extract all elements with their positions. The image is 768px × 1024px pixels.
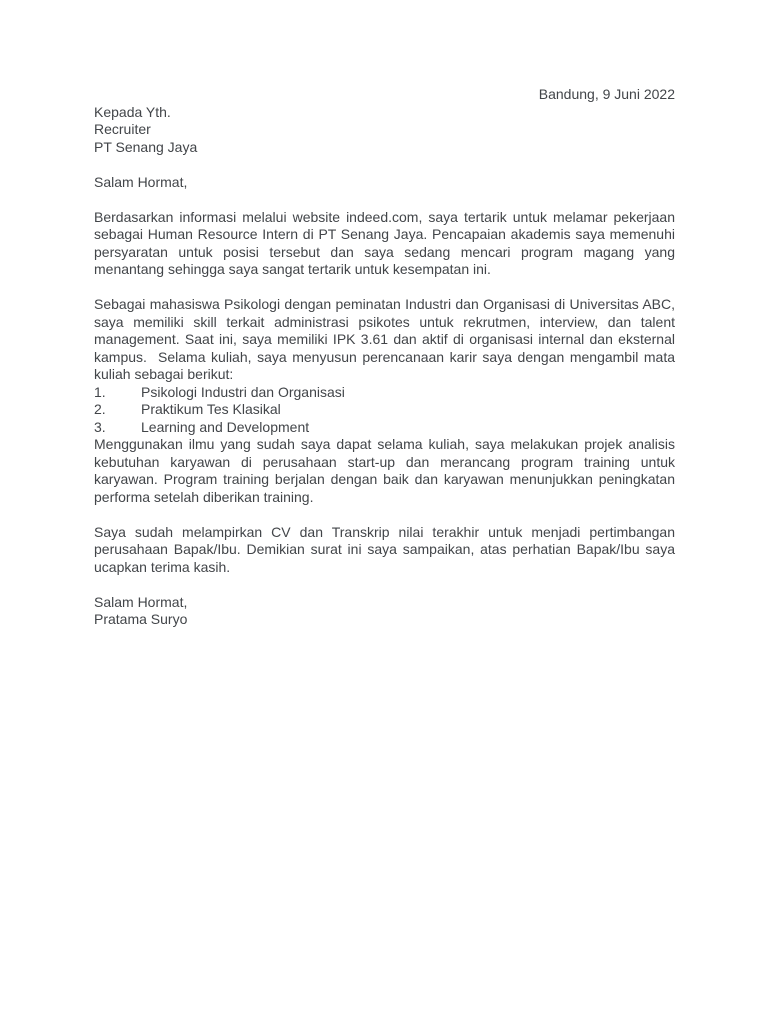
closing-block bbox=[94, 594, 675, 629]
paragraph-closing: Saya sudah melampirkan CV dan Transkrip nilai terakhir untuk menjadi pertimbangan perusahaan Bapak/Ibu. Demikian surat ini saya sampaikan, atas perhatian Bapak/Ibu saya ucapkan terima kasih. bbox=[94, 523, 675, 575]
list-item-number: 3. bbox=[94, 418, 106, 435]
list-item-number: 1. bbox=[94, 383, 106, 400]
letter-content bbox=[94, 86, 675, 629]
list-item-label: Psikologi Industri dan Organisasi bbox=[141, 383, 345, 400]
recipient-line-kepada-yth: Kepada Yth. bbox=[94, 103, 171, 120]
paragraph-qualifications: Sebagai mahasiswa Psikologi dengan peminatan Industri dan Organisasi di Universitas ABC, saya memiliki skill terkait administrasi psikotes untuk rekrutmen, interview, dan talent management. Saat ini, saya memiliki IPK 3.61 dan aktif di organisasi internal dan eksternal kampus. Selama kuliah, saya menyusun perencanaan karir saya dengan mengambil mata kuliah sebagai berikut: bbox=[94, 296, 675, 382]
recipient-line-role: Recruiter bbox=[94, 121, 151, 137]
paragraph-introduction: Berdasarkan informasi melalui website indeed.com, saya tertarik untuk melamar pekerjaan sebagai Human Resource Intern di PT Senang Jaya. Pencapaian akademis saya memenuhi persyaratan untuk posisi tersebut dan saya sedang mencari program magang yang menantang sehingga saya sangat tertarik untuk kesempatan ini. bbox=[94, 208, 675, 277]
list-item-label: Praktikum Tes Klasikal bbox=[141, 401, 281, 417]
list-item-label: Learning and Development bbox=[141, 418, 310, 435]
course-list bbox=[94, 384, 675, 437]
signature-name: Pratama Suryo bbox=[94, 611, 188, 627]
date-line: Bandung, 9 Juni 2022 bbox=[538, 86, 675, 102]
paragraph-project-experience: Menggunakan ilmu yang sudah saya dapat selama kuliah, saya melakukan projek analisis kebutuhan karyawan di perusahaan start-up dan merancang program training untuk karyawan. Program training berjalan dengan baik dan karyawan menunjukkan peningkatan performa setelah diberikan training. bbox=[94, 436, 675, 505]
list-item bbox=[94, 384, 675, 402]
list-item-number: 2. bbox=[94, 401, 106, 417]
recipient-block bbox=[94, 104, 675, 157]
recipient-line-company: PT Senang Jaya bbox=[94, 138, 198, 155]
closing-salutation: Salam Hormat, bbox=[94, 593, 188, 610]
list-item bbox=[94, 401, 675, 419]
opening-salutation: Salam Hormat, bbox=[94, 173, 188, 190]
list-item bbox=[94, 419, 675, 437]
